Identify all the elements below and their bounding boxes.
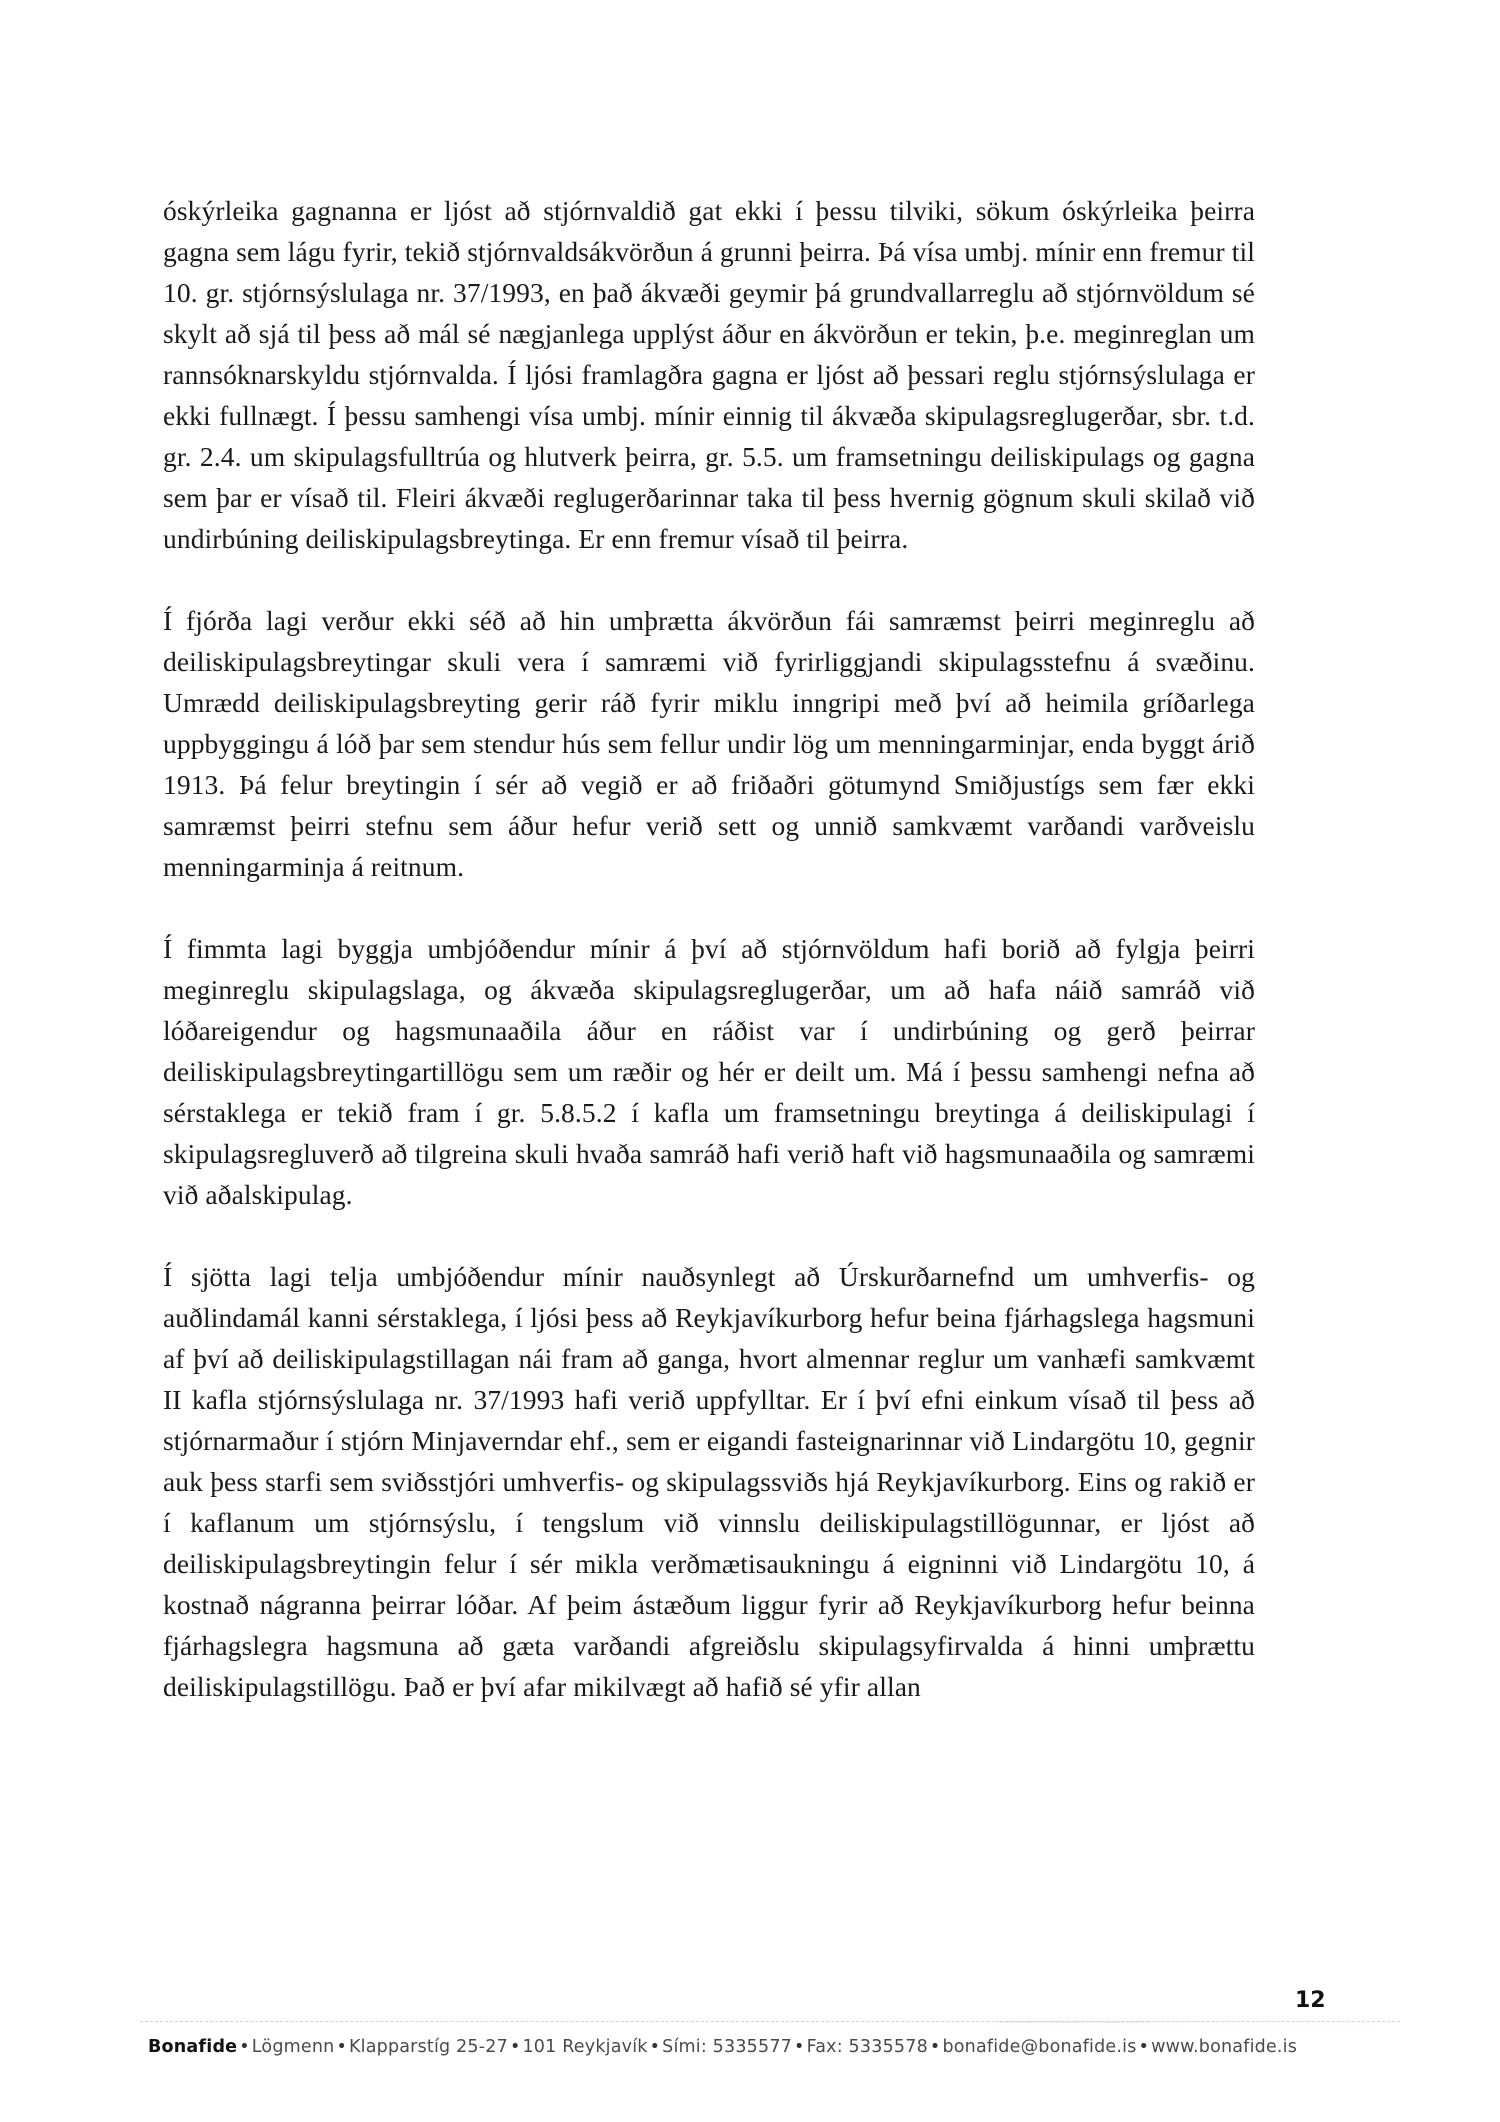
footer-separator: • [649, 2037, 661, 2057]
footer-separator: • [929, 2037, 941, 2057]
footer-email-link[interactable]: bonafide@bonafide.is [942, 2037, 1137, 2057]
paragraph-vagueness-of-data: óskýrleika gagnanna er ljóst að stjórnvaldið gat ekki í þessu tilviki, sökum óskýrleika þeirra gagna sem lágu fyrir, tekið stjórnvaldsákvörðun á grunni þeirra. Þá vísa umbj. mínir enn fremur til 10. gr. stjórnsýslulaga nr. 37/1993, en það ákvæði geymir þá grundvallarreglu að stjórnvöldum sé skylt að sjá til þess að mál sé nægjanlega upplýst áður en ákvörðun er tekin, þ.e. meginreglan um rannsóknarskyldu stjórnvalda. Í ljósi framlagðra gagna er ljóst að þessari reglu stjórnsýslulaga er ekki fullnægt. Í þessu samhengi vísa umbj. mínir einnig til ákvæða skipulagsreglugerðar, sbr. t.d. gr. 2.4. um skipulagsfulltrúa og hlutverk þeirra, gr. 5.5. um framsetningu deiliskipulags og gagna sem þar er vísað til. Fleiri ákvæði reglugerðarinnar taka til þess hvernig gögnum skuli skilað við undirbúning deiliskipulagsbreytinga. Er enn fremur vísað til þeirra. [163, 195, 1255, 554]
footer-website-link[interactable]: www.bonafide.is [1151, 2037, 1298, 2057]
footer-fax: Fax: 5335578 [806, 2037, 928, 2057]
letterhead-footer [148, 2037, 1297, 2057]
paragraph-sixth-point: Í sjötta lagi telja umbjóðendur mínir nauðsynlegt að Úrskurðarnefnd um umhverfis- og auðlindamál kanni sérstaklega, í ljósi þess að Reykjavíkurborg hefur beina fjárhagslega hagsmuni af því að deiliskipulagstillagan nái fram að ganga, hvort almennar reglur um vanhæfi samkvæmt II kafla stjórnsýslulaga nr. 37/1993 hafi verið uppfylltar. Er í því efni einkum vísað til þess að stjórnarmaður í stjórn Minjaverndar ehf., sem er eigandi fasteignarinnar við Lindargötu 10, gegnir auk þess starfi sem sviðsstjóri umhverfis- og skipulagssviðs hjá Reykjavíkurborg. Eins og rakið er í kaflanum um stjórnsýslu, í tengslum við vinnslu deiliskipulagstillögunnar, er ljóst að deiliskipulagsbreytingin felur í sér mikla verðmætisaukningu á eigninni við Lindargötu 10, á kostnað nágranna þeirrar lóðar. Af þeim ástæðum liggur fyrir að Reykjavíkurborg hefur beinna fjárhagslegra hagsmuna að gæta varðandi afgreiðslu skipulagsyfirvalda á hinni umþrættu deiliskipulagstillögu. Það er því afar mikilvægt að hafið sé yfir allan [163, 1261, 1255, 1702]
paragraph-fifth-point: Í fimmta lagi byggja umbjóðendur mínir á því að stjórnvöldum hafi borið að fylgja þeirri meginreglu skipulagslaga, og ákvæða skipulagsreglugerðar, um að hafa náið samráð við lóðareigendur og hagsmunaaðila áður en ráðist var í undirbúning og gerð þeirrar deiliskipulagsbreytingartillögu sem um ræðir og hér er deilt um. Má í þessu samhengi nefna að sérstaklega er tekið fram í gr. 5.8.5.2 í kafla um framsetningu breytinga á deiliskipulagi í skipulagsregluverð að tilgreina skuli hvaða samráð hafi verið haft við hagsmunaaðila og samræmi við aðalskipulag. [163, 933, 1255, 1210]
paragraph-fourth-point: Í fjórða lagi verður ekki séð að hin umþrætta ákvörðun fái samræmst þeirri meginreglu að deiliskipulagsbreytingar skuli vera í samræmi við fyrirliggjandi skipulagsstefnu á svæðinu. Umrædd deiliskipulagsbreyting gerir ráð fyrir miklu inngripi með því að heimila gríðarlega uppbyggingu á lóð þar sem stendur hús sem fellur undir lög um menningarminjar, enda byggt árið 1913. Þá felur breytingin í sér að vegið er að friðaðri götumynd Smiðjustígs sem fær ekki samræmst þeirri stefnu sem áður hefur verið sett og unnið samkvæmt varðandi varðveislu menningarminja á reitnum. [163, 605, 1255, 882]
footer-postal-city: 101 Reykjavík [522, 2037, 648, 2057]
footer-separator: • [239, 2037, 250, 2057]
footer-separator: • [1138, 2037, 1150, 2057]
footer-phone: Sími: 5335577 [662, 2037, 793, 2057]
footer-street-address: Klapparstíg 25-27 [348, 2037, 508, 2057]
footer-brand: Bonafide [148, 2037, 238, 2057]
footer-divider-accent-yellow [1000, 2022, 1150, 2023]
footer-separator: • [509, 2037, 521, 2057]
document-body [163, 190, 1255, 1748]
footer-firm-type: Lögmenn [251, 2037, 335, 2057]
footer-separator: • [794, 2037, 805, 2057]
footer-separator: • [336, 2037, 347, 2057]
page-number: 12 [1295, 1988, 1326, 2013]
